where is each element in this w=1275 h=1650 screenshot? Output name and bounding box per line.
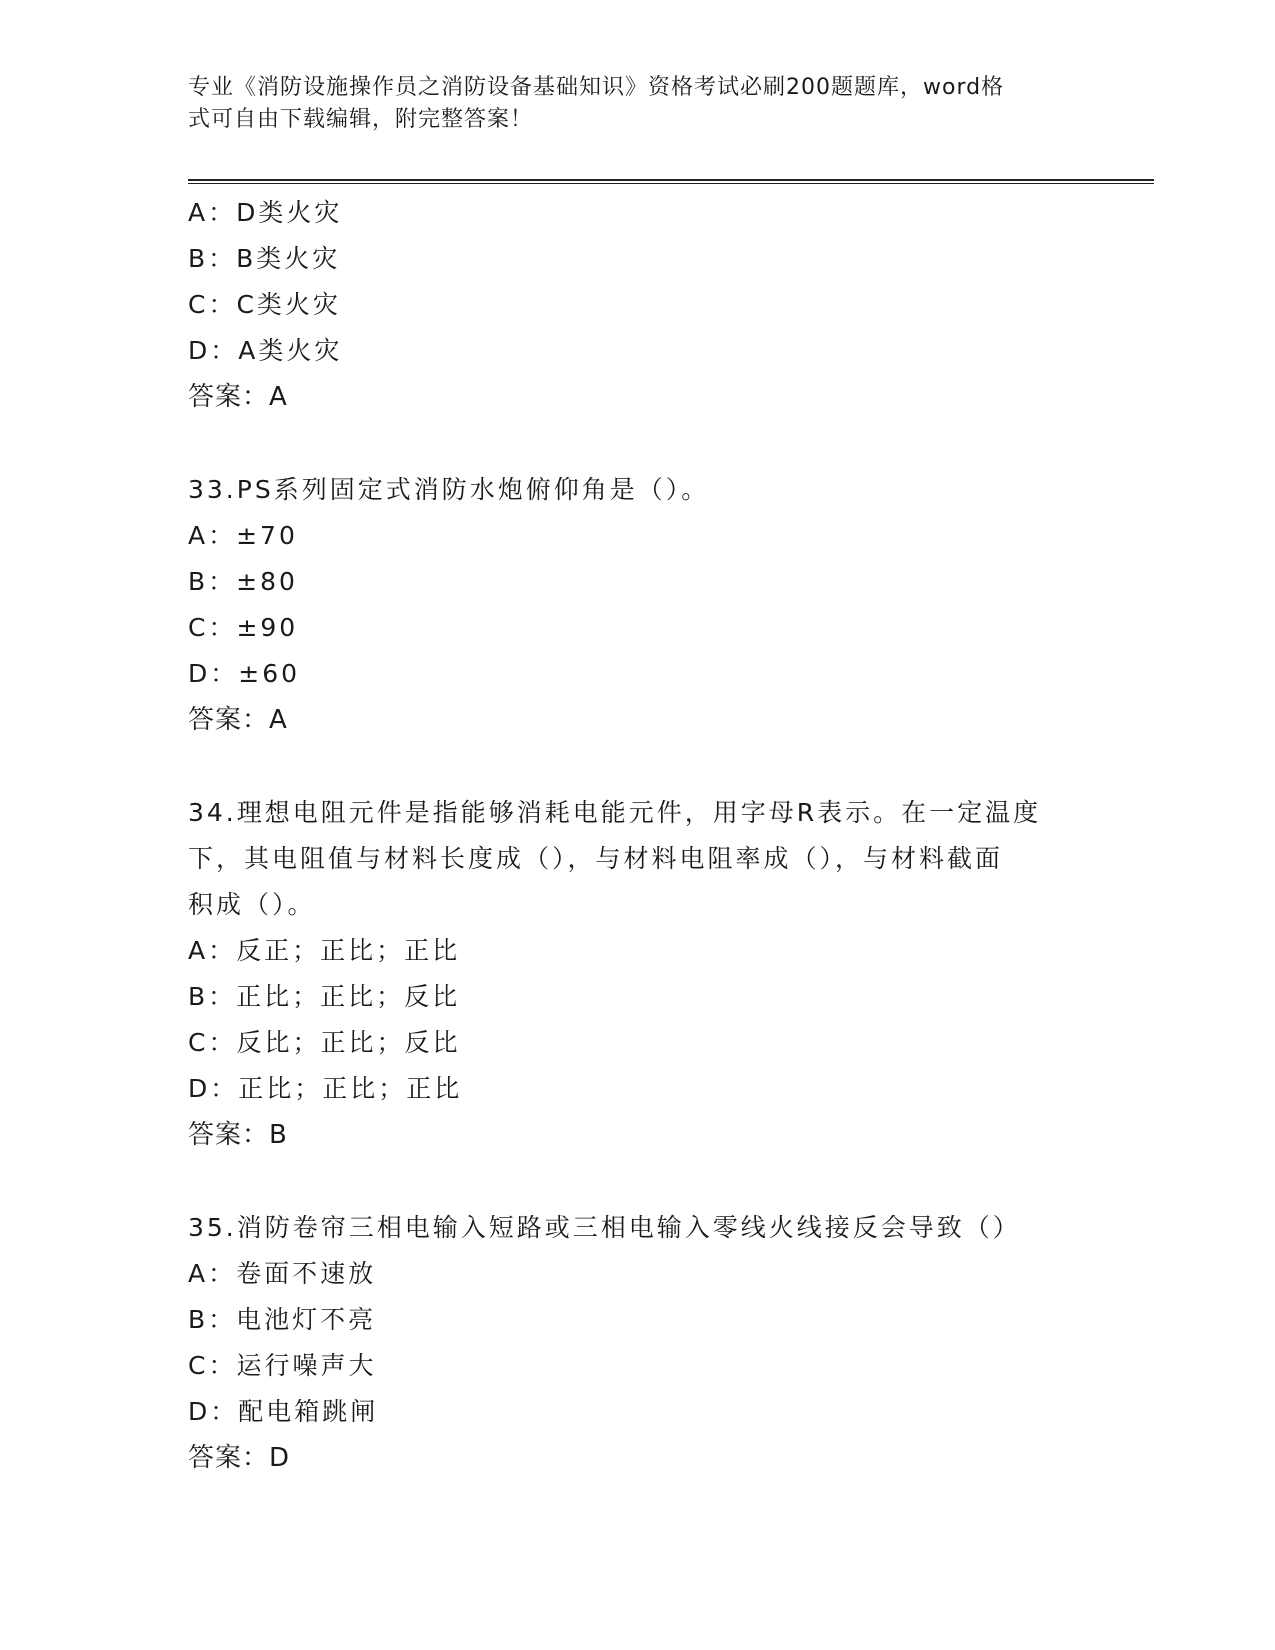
question-text: 33.PS系列固定式消防水炮俯仰角是（）。	[188, 475, 710, 504]
question-35	[188, 1205, 1088, 1481]
question-list	[188, 190, 1088, 1481]
document-header	[188, 72, 1068, 136]
option-b: B：B类火灾	[188, 244, 341, 273]
question-32	[188, 190, 1088, 420]
question-text-line-3: 积成（）。	[188, 890, 316, 919]
option-d: D：正比；正比；正比	[188, 1074, 463, 1103]
question-text: 35.消防卷帘三相电输入短路或三相电输入零线火线接反会导致（）	[188, 1213, 1021, 1242]
answer: 答案：A	[188, 705, 288, 735]
option-d: D：配电箱跳闸	[188, 1397, 379, 1426]
question-text-line-1: 34.理想电阻元件是指能够消耗电能元件，用字母R表示。在一定温度	[188, 798, 1042, 827]
option-a: A：D类火灾	[188, 198, 343, 227]
header-divider-thin	[188, 183, 1154, 184]
header-line-1: 专业《消防设施操作员之消防设备基础知识》资格考试必刷200题题库，word格	[188, 75, 1005, 100]
option-b: B：±80	[188, 567, 298, 596]
option-c: C：C类火灾	[188, 290, 341, 319]
option-a: A：±70	[188, 521, 298, 550]
option-a: A：反正；正比；正比	[188, 936, 461, 965]
option-b: B：电池灯不亮	[188, 1305, 377, 1334]
answer: 答案：D	[188, 1443, 291, 1473]
question-33	[188, 467, 1088, 743]
header-line-2: 式可自由下载编辑，附完整答案！	[188, 107, 534, 132]
question-text-line-2: 下，其电阻值与材料长度成（），与材料电阻率成（），与材料截面	[188, 844, 1004, 873]
option-c: C：运行噪声大	[188, 1351, 377, 1380]
option-c: C：±90	[188, 613, 299, 642]
answer: 答案：A	[188, 382, 288, 412]
header-divider-thick	[188, 179, 1154, 181]
answer: 答案：B	[188, 1120, 288, 1150]
option-c: C：反比；正比；反比	[188, 1028, 461, 1057]
option-b: B：正比；正比；反比	[188, 982, 461, 1011]
option-d: D：±60	[188, 659, 301, 688]
option-a: A：卷面不速放	[188, 1259, 377, 1288]
option-d: D：A类火灾	[188, 336, 343, 365]
question-34	[188, 790, 1088, 1158]
